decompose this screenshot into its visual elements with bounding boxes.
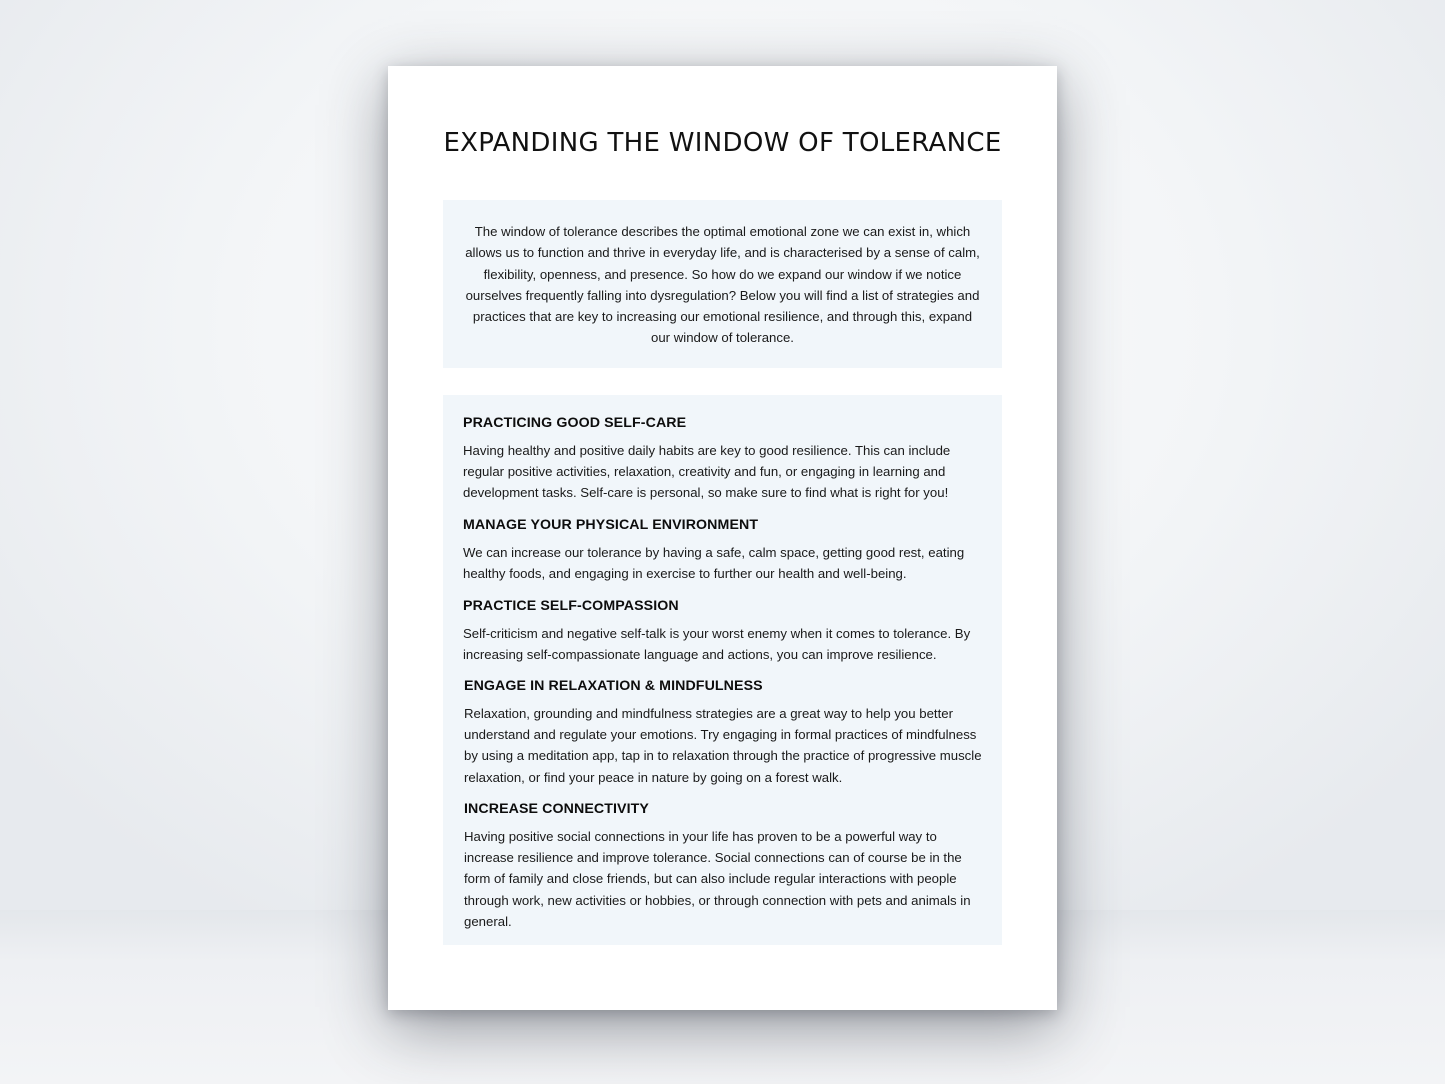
section-heading: MANAGE YOUR PHYSICAL ENVIRONMENT bbox=[463, 517, 759, 533]
section-self-care bbox=[463, 414, 988, 504]
section-physical-environment bbox=[463, 516, 988, 584]
section-relaxation-mindfulness bbox=[464, 677, 989, 788]
section-self-compassion bbox=[463, 597, 988, 665]
section-body: Having positive social connections in your life has proven to be a powerful way to increase resilience and improve tolerance. Social connections can of course be in the form of family and close friends, but can also include regular interactions with people through work, new activities or hobbies, or through connection with pets and animals in general. bbox=[464, 829, 971, 929]
intro-panel bbox=[443, 200, 1002, 368]
section-body: Relaxation, grounding and mindfulness strategies are a great way to help you better understand and regulate your emotions. Try engaging in formal practices of mindfulness by using a meditation app, tap in to relaxation through the practice of progressive muscle relaxation, or find your peace in nature by going on a forest walk. bbox=[464, 706, 982, 785]
section-heading: PRACTICING GOOD SELF-CARE bbox=[463, 415, 687, 431]
section-connectivity bbox=[464, 800, 989, 932]
section-heading: PRACTICE SELF-COMPASSION bbox=[463, 598, 679, 614]
section-heading: INCREASE CONNECTIVITY bbox=[464, 801, 649, 817]
page-title: EXPANDING THE WINDOW OF TOLERANCE bbox=[443, 128, 1002, 158]
section-body: Having healthy and positive daily habits are key to good resilience. This can include regular positive activities, relaxation, creativity and fun, or engaging in learning and development tasks. Self-care is personal, so make sure to find what is right for you! bbox=[463, 443, 951, 501]
section-body: Self-criticism and negative self-talk is your worst enemy when it comes to tolerance. By increasing self-compassionate language and actions, you can improve resilience. bbox=[463, 626, 971, 663]
intro-text: The window of tolerance describes the optimal emotional zone we can exist in, which allows us to function and thrive in everyday life, and is characterised by a sense of calm, flexibility, openness, and presence. So how do we expand our window if we notice ourselves frequently falling into dysregulation? Below you will find a list of strategies and practices that are key to increasing our emotional resilience, and through this, expand our window of tolerance. bbox=[465, 224, 980, 346]
section-heading: ENGAGE IN RELAXATION & MINDFULNESS bbox=[464, 678, 763, 694]
section-body: We can increase our tolerance by having a safe, calm space, getting good rest, eating healthy foods, and engaging in exercise to further our health and well-being. bbox=[463, 545, 965, 582]
